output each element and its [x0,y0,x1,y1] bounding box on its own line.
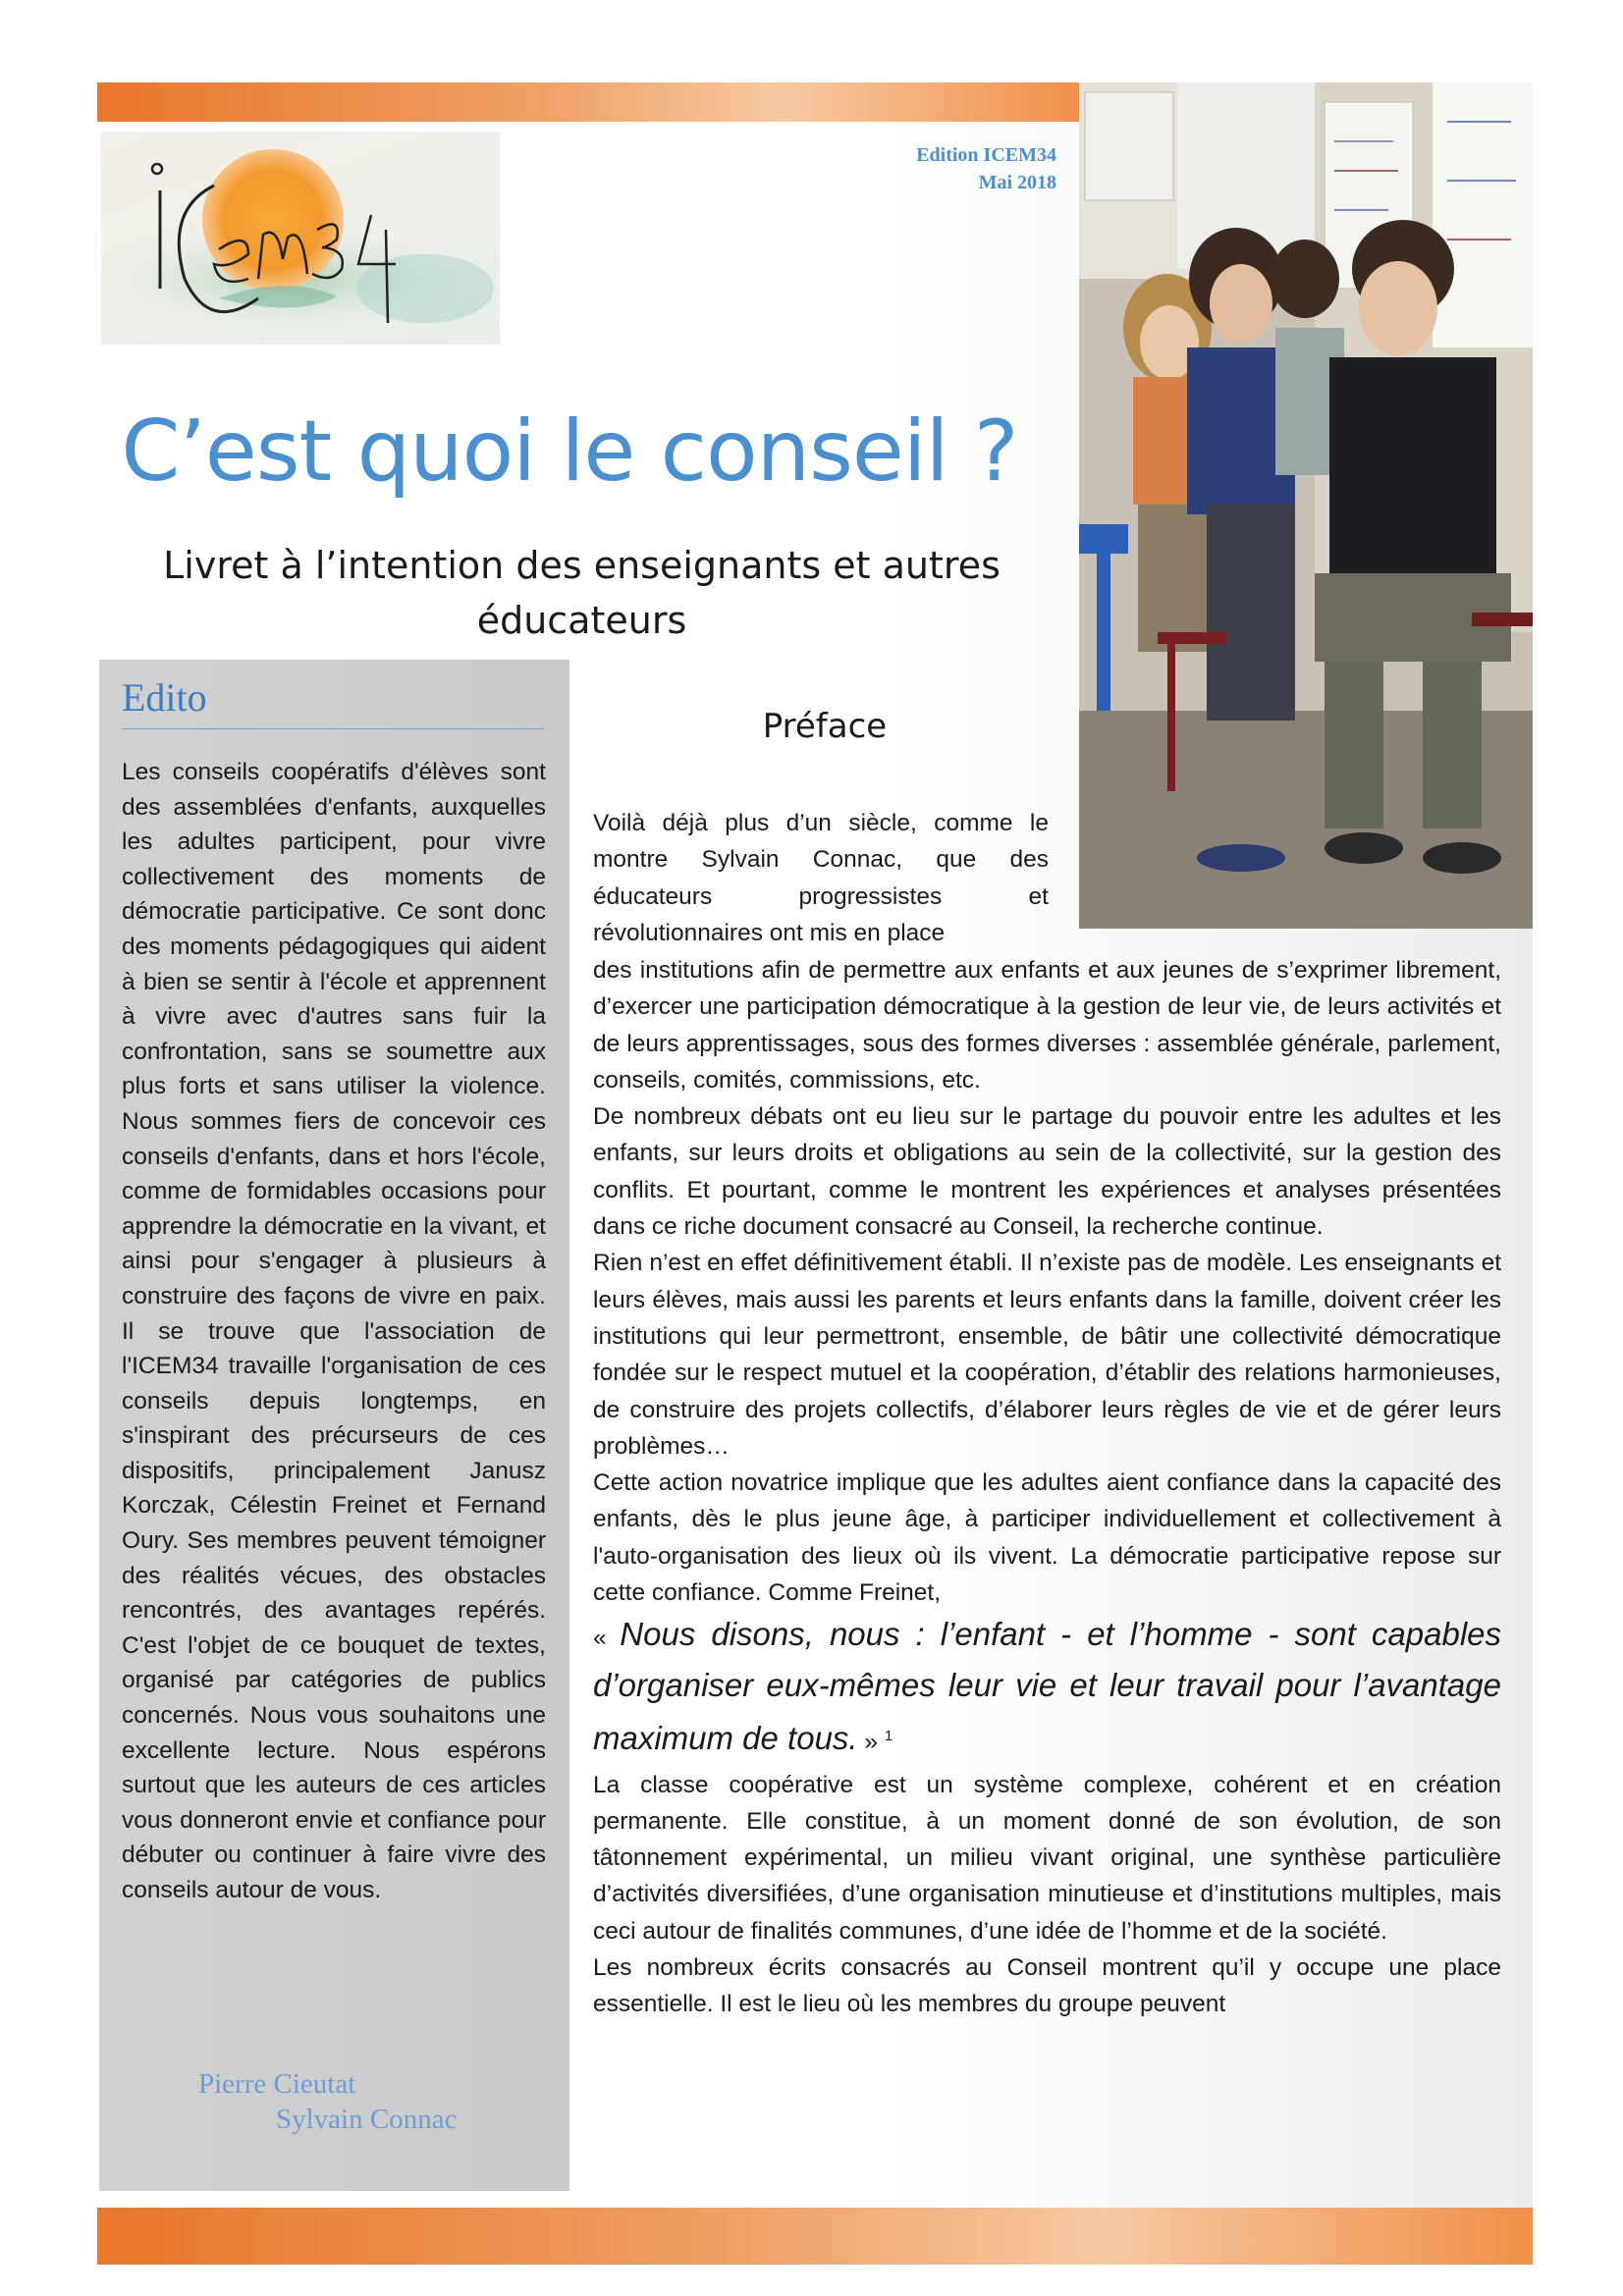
edition-line: Edition ICEM34 [916,144,1056,166]
edition-date: Mai 2018 [978,172,1056,193]
photo-illustration [1079,82,1533,929]
preface-paragraph: De nombreux débats ont eu lieu sur le partage du pouvoir entre les adultes et les enfants, sur leurs droits et obligations au sein de la collectivité, sur la gestion des conflits. Et pourtant, comme le montrent les expériences et analyses présentées dans ce riche document consacré au Conseil, la recherche continue. [593,1103,1501,1241]
edito-heading: Edito [122,671,544,729]
quote-open: « [593,1625,621,1652]
bottom-orange-band [97,2208,1533,2265]
quote-text: Nous disons, nous : l’enfant - et l’homme - sont capables d’organiser eux-mêmes leur vie et leur travail pour l’avantage maximum de tous. [593,1616,1501,1757]
logo-graphic [101,132,500,345]
edition-info [766,141,1056,196]
preface-paragraph: Cette action novatrice implique que les adultes aient confiance dans la capacité des enfants, dès le plus jeune âge, à participer individuellement et collectivement à l'auto-organisation des lieux où ils vivent. La démocratie participative repose sur cette confiance. Comme Freinet, [593,1469,1501,1607]
top-orange-band [97,82,1079,122]
preface-paragraph: Rien n’est en effet définitivement établi. Il n’existe pas de modèle. Les enseignants et leurs élèves, mais aussi les parents et leurs enfants dans la famille, doivent créer les institutions qui leur permettront, ensemble, de bâtir une collectivité démocratique fondée sur le respect mutuel et la coopération, d’établir des relations harmonieuses, de construire des projets collectifs, d’élaborer leurs règles de vie et de gérer leurs problèmes… [593,1250,1501,1460]
page-title: C’est quoi le conseil ? [121,402,1018,501]
preface-paragraph: Les nombreux écrits consacrés au Conseil montrent qu’il y occupe une place essentielle. Il est le lieu où les membres du groupe peuvent [593,1953,1501,2018]
page-subtitle [98,538,1065,648]
signature-pierre: Pierre Cieutat [198,2068,356,2100]
preface-heading: Préface [762,707,888,746]
signature-sylvain: Sylvain Connac [276,2104,458,2135]
edito-text: Les conseils coopératifs d'élèves sont des assemblées d'enfants, auxquelles les adultes participent, pour vivre collectivement des moments de démocratie participative. Ce sont donc des moments pédagogiques qui aident à bien se sentir à l'école et apprennent à vivre avec d'autres sans fuir la confrontation, sans se soumettre aux plus forts et sans utiliser la violence. Nous sommes fiers de concevoir ces conseils d'enfants, dans et hors l'école, comme de formidables occasions pour apprendre la démocratie en la vivant, et ainsi pour s'engager à plusieurs à construire des façons de vivre en paix. Il se trouve que l'association de l'ICEM34 travaille l'organisation de ces conseils depuis longtemps, en s'inspirant des précurseurs de ces dispositifs, principalement Janusz Korczak, Célestin Freinet et Fernand Oury. Ses membres peuvent témoigner des réalités vécues, des obstacles rencontrés, des avantages repérés. C'est l'objet de ce bouquet de textes, organisé par catégories de publics concernés. Nous vous souhaitons une excellente lecture. Nous espérons surtout que les auteurs de ces articles vous donneront envie et confiance pour débuter ou continuer à faire vivre des conseils autour de vous. [122,759,546,1903]
preface-paragraph: La classe coopérative est un système complexe, cohérent et en création permanente. Elle constitue, à un moment donné de son évolution, de son tâtonnement expérimental, un milieu vivant original, une synthèse particulière d’activités diversifiées, d’une organisation minutieuse et d’institutions multiples, mais ceci autour de finalités communes, d’une idée de l’homme et de la société. [593,1771,1501,1945]
subtitle-line2: éducateurs [476,599,687,642]
preface-intro: Voilà déjà plus d’un siècle, comme le montre Sylvain Connac, que des éducateurs progressistes et révolutionnaires ont mis en place [593,810,1049,946]
preface-paragraph: des institutions afin de permettre aux enfants et aux jeunes de s’exprimer librement, d’exercer une participation démocratique à la gestion de leur vie, de leurs activités et de leurs apprentissages, sous des formes diverses : assemblée générale, parlement, conseils, comités, commissions, etc. [593,957,1501,1094]
preface-body [593,952,1501,2023]
classroom-photo [1079,82,1533,929]
freinet-quote [593,1611,1501,1766]
footnote-ref: 1 [884,1728,893,1745]
subtitle-line1: Livret à l’intention des enseignants et autres [163,544,1001,587]
icem34-logo [101,132,500,345]
quote-close: » [857,1729,879,1756]
